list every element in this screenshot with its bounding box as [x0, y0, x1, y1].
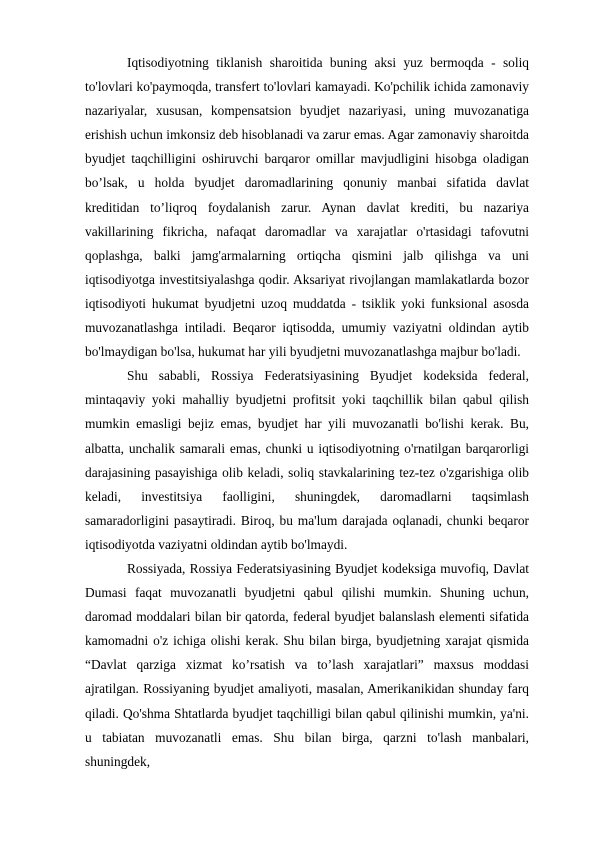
paragraph-2: Shu sababli, Rossiya Federatsiyasining Byudjet kodeksida federal, mintaqaviy yoki mahalliy byudjetni profitsit yoki taqchillik bilan qabul qilish mumkin emasligi bejiz emas, byudjet har yili muvozanatli bo'lishi kerak. Bu, albatta, unchalik samarali emas, chunki u iqtisodiyotning o'rnatilgan barqarorligi darajasining pasayishiga olib keladi, soliq stavkalarining tez-tez o'zgarishiga olib keladi, investitsiya faolligini, shuningdek, daromadlarni taqsimlash samaradorligini pasaytiradi. Biroq, bu ma'lum darajada oqlanadi, chunki beqaror iqtisodiyotda vaziyatni oldindan aytib bo'lmaydi. — [85, 368, 529, 552]
paragraph-3: Rossiyada, Rossiya Federatsiyasining Byudjet kodeksiga muvofiq, Davlat Dumasi faqat muvozanatli byudjetni qabul qilishi mumkin. Shuning uchun, daromad moddalari bilan bir qatorda, federal byudjet balanslash elementi sifatida kamomadni o'z ichiga olishi kerak. Shu bilan birga, byudjetning xarajat qismida “Davlat qarziga xizmat ko’rsatish va to’lash xarajatlari” maxsus moddasi ajratilgan. Rossiyaning byudjet amaliyoti, masalan, Amerikanikidan shunday farq qiladi. Qo'shma Shtatlarda byudjet taqchilligi bilan qabul qilinishi mumkin, ya'ni. u tabiatan muvozanatli emas. Shu bilan birga, qarzni to'lash manbalari, shuningdek, — [85, 560, 529, 769]
document-page — [85, 51, 529, 774]
paragraph-1: Iqtisodiyotning tiklanish sharoitida buning aksi yuz bermoqda - soliq to'lovlari ko'paymoqda, transfert to'lovlari kamayadi. Ko'pchilik ichida zamonaviy nazariyalar, xususan, kompensatsion byudjet nazariyasi, uning muvozanatiga erishish uchun imkonsiz deb hisoblanadi va zarur emas. Agar zamonaviy sharoitda byudjet taqchilligini oshiruvchi barqaror omillar mavjudligini hisobga oladigan bo’lsak, u holda byudjet daromadlarining qonuniy manbai sifatida davlat kreditidan to’liqroq foydalanish zarur. Aynan davlat krediti, bu nazariya vakillarining fikricha, nafaqat daromadlar va xarajatlar o'rtasidagi tafovutni qoplashga, balki jamg'armalarning ortiqcha qismini jalb qilishga va uni iqtisodiyotga investitsiyalashga qodir. Aksariyat rivojlangan mamlakatlarda bozor iqtisodiyoti hukumat byudjetni uzoq muddatda - tsiklik yoki funksional asosda muvozanatlashga intiladi. Beqaror iqtisodda, umumiy vaziyatni oldindan aytib bo'lmaydigan bo'lsa, hukumat har yili byudjetni muvozanatlashga majbur bo'ladi. — [85, 55, 529, 360]
